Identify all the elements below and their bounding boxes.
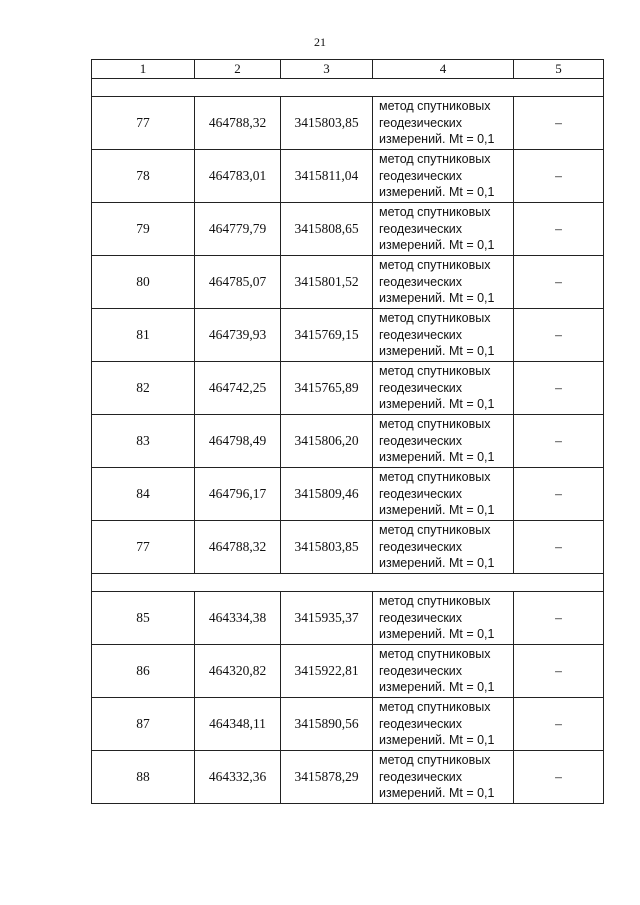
table-row xyxy=(92,203,604,256)
x-coordinate-cell: 464739,93 xyxy=(195,309,281,362)
point-number-cell: 87 xyxy=(92,698,195,751)
x-coordinate-cell: 464742,25 xyxy=(195,362,281,415)
method-cell xyxy=(373,256,514,309)
method-cell xyxy=(373,415,514,468)
y-coordinate-cell: 3415803,85 xyxy=(281,521,373,574)
method-text-line: метод спутниковых xyxy=(379,753,491,768)
method-text-line: геодезических xyxy=(379,716,463,731)
method-cell xyxy=(373,362,514,415)
header-cell-5: 5 xyxy=(514,60,604,79)
point-number-cell: 77 xyxy=(92,521,195,574)
method-cell xyxy=(373,468,514,521)
method-cell xyxy=(373,592,514,645)
method-text-line: геодезических xyxy=(379,769,463,784)
point-number-cell: 85 xyxy=(92,592,195,645)
note-cell: – xyxy=(514,309,604,362)
method-cell xyxy=(373,645,514,698)
y-coordinate-cell: 3415890,56 xyxy=(281,698,373,751)
method-text-line: геодезических xyxy=(379,221,463,236)
point-number-cell: 84 xyxy=(92,468,195,521)
note-cell: – xyxy=(514,415,604,468)
method-text-line: метод спутниковых xyxy=(379,470,491,485)
note-cell: – xyxy=(514,256,604,309)
y-coordinate-cell: 3415765,89 xyxy=(281,362,373,415)
table-row xyxy=(92,751,604,804)
y-coordinate-cell: 3415935,37 xyxy=(281,592,373,645)
x-coordinate-cell: 464796,17 xyxy=(195,468,281,521)
method-text-line: метод спутниковых xyxy=(379,99,491,114)
group-separator-cell xyxy=(92,79,604,97)
method-text-line: метод спутниковых xyxy=(379,523,491,538)
method-text-line: геодезических xyxy=(379,380,463,395)
note-cell: – xyxy=(514,521,604,574)
method-text-line: измерений. Mt = 0,1 xyxy=(379,397,495,412)
table-row xyxy=(92,521,604,574)
method-cell xyxy=(373,97,514,150)
method-text-line: метод спутниковых xyxy=(379,152,491,167)
x-coordinate-cell: 464783,01 xyxy=(195,150,281,203)
point-number-cell: 83 xyxy=(92,415,195,468)
note-cell: – xyxy=(514,150,604,203)
x-coordinate-cell: 464334,38 xyxy=(195,592,281,645)
group-separator-cell xyxy=(92,574,604,592)
x-coordinate-cell: 464779,79 xyxy=(195,203,281,256)
method-cell xyxy=(373,203,514,256)
method-text-line: метод спутниковых xyxy=(379,205,491,220)
point-number-cell: 79 xyxy=(92,203,195,256)
table-row xyxy=(92,415,604,468)
header-cell-1: 1 xyxy=(92,60,195,79)
method-text-line: метод спутниковых xyxy=(379,258,491,273)
method-text-line: геодезических xyxy=(379,115,463,130)
point-number-cell: 80 xyxy=(92,256,195,309)
y-coordinate-cell: 3415801,52 xyxy=(281,256,373,309)
y-coordinate-cell: 3415769,15 xyxy=(281,309,373,362)
method-text-line: измерений. Mt = 0,1 xyxy=(379,132,495,147)
method-text-line: метод спутниковых xyxy=(379,700,491,715)
x-coordinate-cell: 464788,32 xyxy=(195,97,281,150)
header-row xyxy=(92,60,604,79)
method-text-line: геодезических xyxy=(379,663,463,678)
method-text-line: измерений. Mt = 0,1 xyxy=(379,238,495,253)
method-text-line: геодезических xyxy=(379,433,463,448)
point-number-cell: 86 xyxy=(92,645,195,698)
x-coordinate-cell: 464320,82 xyxy=(195,645,281,698)
method-text-line: метод спутниковых xyxy=(379,647,491,662)
header-cell-2: 2 xyxy=(195,60,281,79)
point-number-cell: 81 xyxy=(92,309,195,362)
table-row xyxy=(92,256,604,309)
method-text-line: геодезических xyxy=(379,539,463,554)
table-row xyxy=(92,362,604,415)
method-text-line: геодезических xyxy=(379,610,463,625)
method-cell xyxy=(373,751,514,804)
table-row xyxy=(92,698,604,751)
note-cell: – xyxy=(514,468,604,521)
note-cell: – xyxy=(514,645,604,698)
group-separator-row xyxy=(92,574,604,592)
table-row xyxy=(92,150,604,203)
x-coordinate-cell: 464348,11 xyxy=(195,698,281,751)
point-number-cell: 78 xyxy=(92,150,195,203)
y-coordinate-cell: 3415803,85 xyxy=(281,97,373,150)
method-text-line: измерений. Mt = 0,1 xyxy=(379,733,495,748)
y-coordinate-cell: 3415808,65 xyxy=(281,203,373,256)
table-row xyxy=(92,309,604,362)
point-number-cell: 77 xyxy=(92,97,195,150)
x-coordinate-cell: 464798,49 xyxy=(195,415,281,468)
method-text-line: метод спутниковых xyxy=(379,594,491,609)
method-text-line: измерений. Mt = 0,1 xyxy=(379,503,495,518)
method-text-line: измерений. Mt = 0,1 xyxy=(379,344,495,359)
point-number-cell: 88 xyxy=(92,751,195,804)
method-text-line: измерений. Mt = 0,1 xyxy=(379,786,495,801)
note-cell: – xyxy=(514,97,604,150)
y-coordinate-cell: 3415811,04 xyxy=(281,150,373,203)
method-text-line: измерений. Mt = 0,1 xyxy=(379,556,495,571)
method-cell xyxy=(373,698,514,751)
method-text-line: геодезических xyxy=(379,168,463,183)
group-separator-row xyxy=(92,79,604,97)
method-text-line: геодезических xyxy=(379,486,463,501)
header-cell-4: 4 xyxy=(373,60,514,79)
note-cell: – xyxy=(514,592,604,645)
method-text-line: измерений. Mt = 0,1 xyxy=(379,185,495,200)
header-cell-3: 3 xyxy=(281,60,373,79)
page-number: 21 xyxy=(314,35,326,49)
method-text-line: геодезических xyxy=(379,327,463,342)
point-number-cell: 82 xyxy=(92,362,195,415)
note-cell: – xyxy=(514,751,604,804)
method-text-line: измерений. Mt = 0,1 xyxy=(379,680,495,695)
y-coordinate-cell: 3415809,46 xyxy=(281,468,373,521)
method-text-line: метод спутниковых xyxy=(379,311,491,326)
method-text-line: метод спутниковых xyxy=(379,364,491,379)
note-cell: – xyxy=(514,362,604,415)
note-cell: – xyxy=(514,698,604,751)
y-coordinate-cell: 3415922,81 xyxy=(281,645,373,698)
x-coordinate-cell: 464785,07 xyxy=(195,256,281,309)
y-coordinate-cell: 3415806,20 xyxy=(281,415,373,468)
method-text-line: измерений. Mt = 0,1 xyxy=(379,291,495,306)
method-cell xyxy=(373,521,514,574)
method-text-line: измерений. Mt = 0,1 xyxy=(379,627,495,642)
y-coordinate-cell: 3415878,29 xyxy=(281,751,373,804)
table-row xyxy=(92,97,604,150)
method-text-line: геодезических xyxy=(379,274,463,289)
method-cell xyxy=(373,309,514,362)
method-text-line: метод спутниковых xyxy=(379,417,491,432)
method-text-line: измерений. Mt = 0,1 xyxy=(379,450,495,465)
table-row xyxy=(92,645,604,698)
method-cell xyxy=(373,150,514,203)
x-coordinate-cell: 464788,32 xyxy=(195,521,281,574)
coordinates-table xyxy=(91,59,604,804)
table-row xyxy=(92,468,604,521)
note-cell: – xyxy=(514,203,604,256)
table-row xyxy=(92,592,604,645)
x-coordinate-cell: 464332,36 xyxy=(195,751,281,804)
